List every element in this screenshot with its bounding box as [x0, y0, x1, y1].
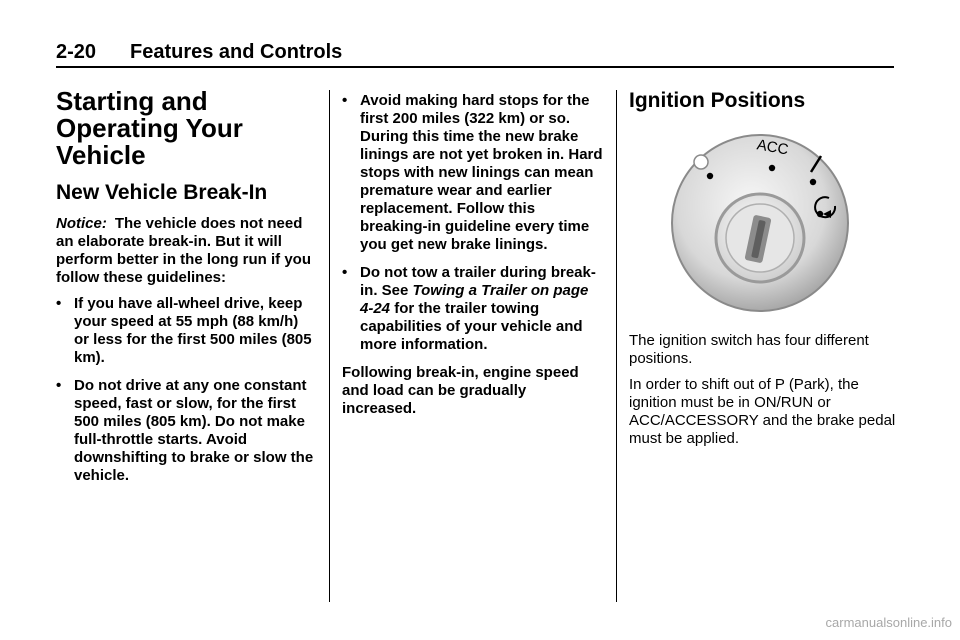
- closing-paragraph: Following break-in, engine speed and load can be gradually increased.: [342, 364, 579, 417]
- break-in-list: [56, 295, 316, 485]
- tow-text-end: for the trailer towing capabilities of your vehicle and more information.: [360, 300, 583, 353]
- running-header: [56, 40, 894, 64]
- list-item: • Avoid making hard stops for the first 200 miles (322 km) or so. During this time the new brake linings are not yet broken in. Hard stops with new linings can mean premature wear and earlier replacement. Follow this breaking-in guideline every time you get new brake linings.: [342, 92, 604, 254]
- notice-text: The vehicle does not need an elaborate break-in. But it will perform better in the long run if you follow these guidelines:: [56, 215, 311, 286]
- notice-paragraph: [56, 215, 316, 287]
- column-3: [629, 88, 899, 456]
- column-1: [56, 88, 316, 495]
- list-item: • If you have all-wheel drive, keep your speed at 55 mph (88 km/h) or less for the first 500 miles (805 km).: [56, 295, 316, 367]
- watermark: carmanualsonline.info: [825, 615, 952, 630]
- tow-text-start: Do not tow a trailer during break-in. See: [360, 264, 596, 299]
- list-item: • Do not drive at any one constant speed, fast or slow, for the first 500 miles (805 km). Do not make full-throttle starts. Avoid downshifting to brake or slow the vehicle.: [56, 377, 316, 485]
- notice-label: Notice:: [56, 215, 107, 232]
- page-number: 2-20: [56, 41, 97, 63]
- column-divider-right: [616, 90, 617, 602]
- ignition-positions-paragraph: The ignition switch has four different positions.: [629, 332, 869, 367]
- acc-label: ACC: [755, 136, 790, 159]
- column-2: [342, 92, 604, 426]
- section-heading-ignition: Ignition Positions: [629, 89, 806, 112]
- ignition-switch-illustration: [665, 128, 855, 318]
- column-divider-left: [329, 90, 330, 602]
- header-rule: [56, 66, 894, 68]
- section-title: Features and Controls: [130, 41, 343, 63]
- break-in-list-continued: [342, 92, 604, 354]
- lock-position-icon: [694, 155, 708, 169]
- shift-out-of-park-paragraph: In order to shift out of P (Park), the ignition must be in ON/RUN or ACC/ACCESSORY and the brake pedal must be applied.: [629, 376, 896, 447]
- towing-reference-link[interactable]: Towing a Trailer on page 4-24: [360, 282, 589, 317]
- list-item: [342, 264, 604, 354]
- chapter-title: Starting and Operating Your Vehicle: [56, 86, 243, 170]
- section-heading-break-in: New Vehicle Break-In: [56, 181, 268, 204]
